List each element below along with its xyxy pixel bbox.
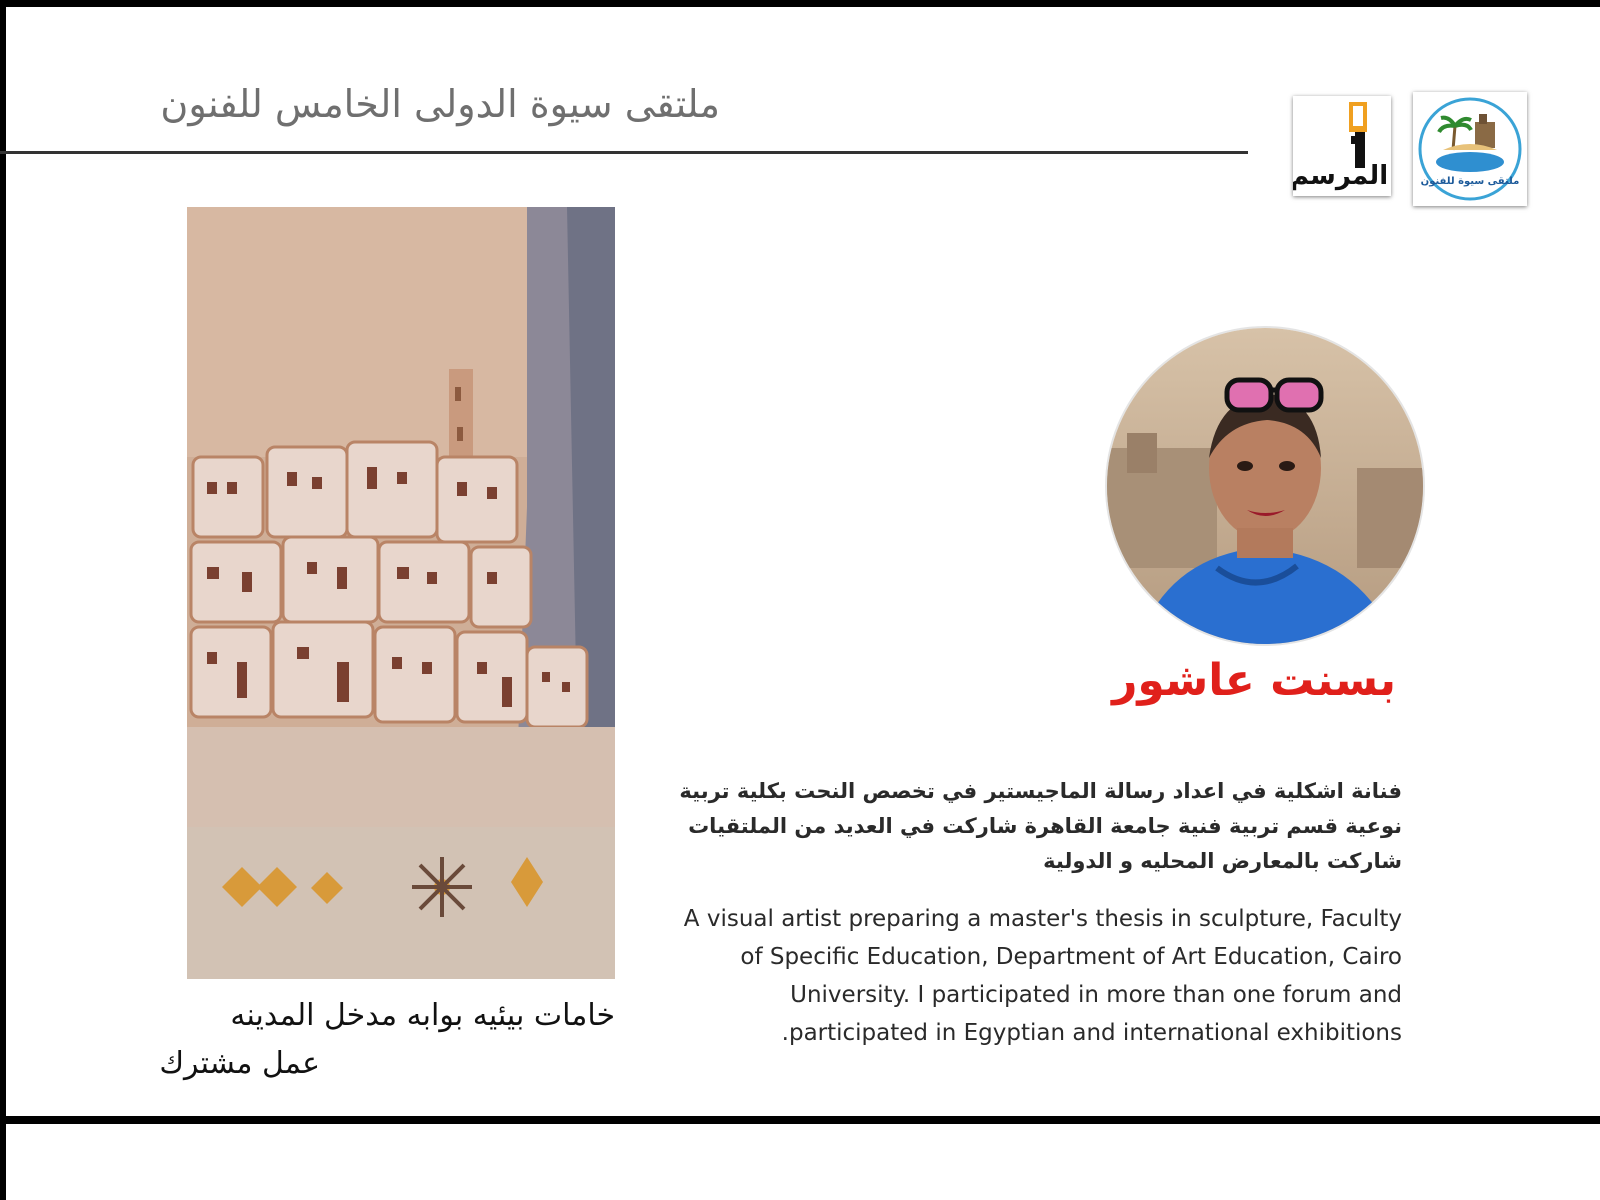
frame-bottom-border — [0, 1116, 1600, 1124]
siwa-logo-text: ملتقى سيوة للفنون — [1420, 176, 1520, 187]
artist-bio-arabic — [679, 774, 1402, 879]
bio-ar-line: شاركت بالمعارض المحليه و الدولية — [1043, 849, 1402, 873]
bio-en-line: University. I participated in more than one forum and — [790, 982, 1402, 1008]
artist-portrait — [1107, 328, 1423, 644]
page-title: ملتقى سيوة الدولى الخامس للفنون — [160, 82, 720, 126]
frame-top-border — [0, 0, 1600, 7]
artist-name: بسنت عاشور — [1112, 655, 1396, 706]
bio-en-line: A visual artist preparing a master's thesis in sculpture, Faculty — [683, 906, 1402, 932]
bio-ar-line: فنانة اشكلية في اعداد رسالة الماجيستير في تخصص النحت بكلية تربية — [679, 779, 1402, 803]
artwork-caption: خامات بيئيه بوابه مدخل المدينه — [230, 998, 615, 1033]
artist-bio-english — [660, 900, 1402, 1052]
bio-en-line: of Specific Education, Department of Art Education, Cairo — [740, 944, 1402, 970]
artwork-caption-subtitle: عمل مشترك — [159, 1046, 320, 1081]
artwork-photo — [187, 207, 615, 979]
header-divider — [0, 151, 1248, 154]
bio-ar-line: نوعية قسم تربية فنية جامعة القاهرة شاركت في العديد من الملتقيات — [688, 814, 1402, 838]
mersam-logo — [1293, 96, 1391, 196]
mersam-logo-text: المرسم — [1293, 161, 1389, 191]
bio-en-line: .participated in Egyptian and international exhibitions — [781, 1020, 1402, 1046]
frame-left-border — [0, 0, 6, 1200]
siwa-forum-logo — [1413, 92, 1527, 206]
